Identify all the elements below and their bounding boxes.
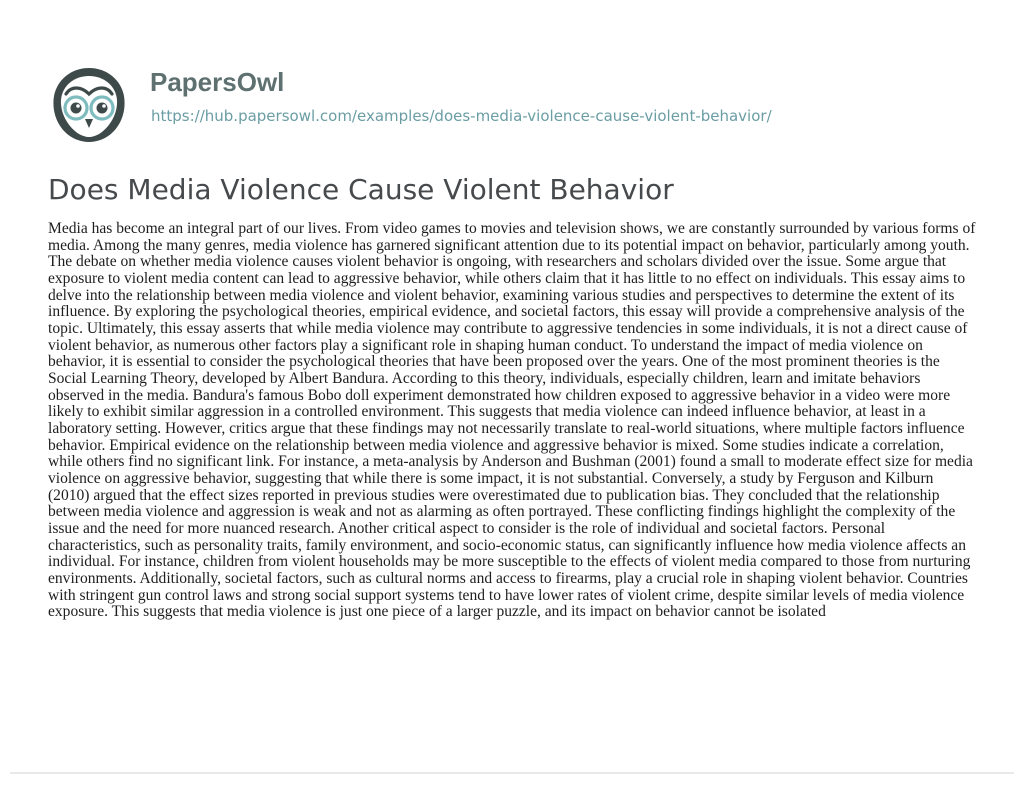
- owl-icon: [49, 64, 129, 144]
- source-url-link[interactable]: https://hub.papersowl.com/examples/does-media-violence-cause-violent-behavior/: [151, 107, 772, 125]
- footer-divider: [10, 772, 1014, 774]
- document-body: Media has become an integral part of our lives. From video games to movies and television shows, we are constantly surrounded by various forms of media. Among the many genres, media violence has garnered significant attention due to its potential impact on behavior, particularly among youth. The debate on whether media violence causes violent behavior is ongoing, with researchers and scholars divided over the issue. Some argue that exposure to violent media content can lead to aggressive behavior, while others claim that it has little to no effect on individuals. This essay aims to delve into the relationship between media violence and violent behavior, examining various studies and perspectives to determine the extent of its influence. By exploring the psychological theories, empirical evidence, and societal factors, this essay will provide a comprehensive analysis of the topic. Ultimately, this essay asserts that while media violence may contribute to aggressive tendencies in some individuals, it is not a direct cause of violent behavior, as numerous other factors play a significant role in shaping human conduct. To understand the impact of media violence on behavior, it is essential to consider the psychological theories that have been proposed over the years. One of the most prominent theories is the Social Learning Theory, developed by Albert Bandura. According to this theory, individuals, especially children, learn and imitate behaviors observed in the media. Bandura's famous Bobo doll experiment demonstrated how children exposed to aggressive behavior in a video were more likely to exhibit similar aggression in a controlled environment. This suggests that media violence can indeed influence behavior, at least in a laboratory setting. However, critics argue that these findings may not necessarily translate to real-world situations, where multiple factors influence behavior. Empirical evidence on the relationship between media violence and aggressive behavior is mixed. Some studies indicate a correlation, while others find no significant link. For instance, a meta-analysis by Anderson and Bushman (2001) found a small to moderate effect size for media violence on aggressive behavior, suggesting that while there is some impact, it is not substantial. Conversely, a study by Ferguson and Kilburn (2010) argued that the effect sizes reported in previous studies were overestimated due to publication bias. They concluded that the relationship between media violence and aggression is weak and not as alarming as often portrayed. These conflicting findings highlight the complexity of the issue and the need for more nuanced research. Another critical aspect to consider is the role of individual and societal factors. Personal characteristics, such as personality traits, family environment, and socio-economic status, can significantly influence how media violence affects an individual. For instance, children from violent households may be more susceptible to the effects of violent media compared to those from nurturing environments. Additionally, societal factors, such as cultural norms and access to firearms, play a crucial role in shaping violent behavior. Countries with stringent gun control laws and strong social support systems tend to have lower rates of violent crime, despite similar levels of media violence exposure. This suggests that media violence is just one piece of a larger puzzle, and its impact on behavior cannot be isolated: [48, 220, 976, 621]
- header: [0, 0, 1024, 160]
- brand-name: PapersOwl: [150, 67, 285, 97]
- document-title: Does Media Violence Cause Violent Behavior: [48, 173, 674, 206]
